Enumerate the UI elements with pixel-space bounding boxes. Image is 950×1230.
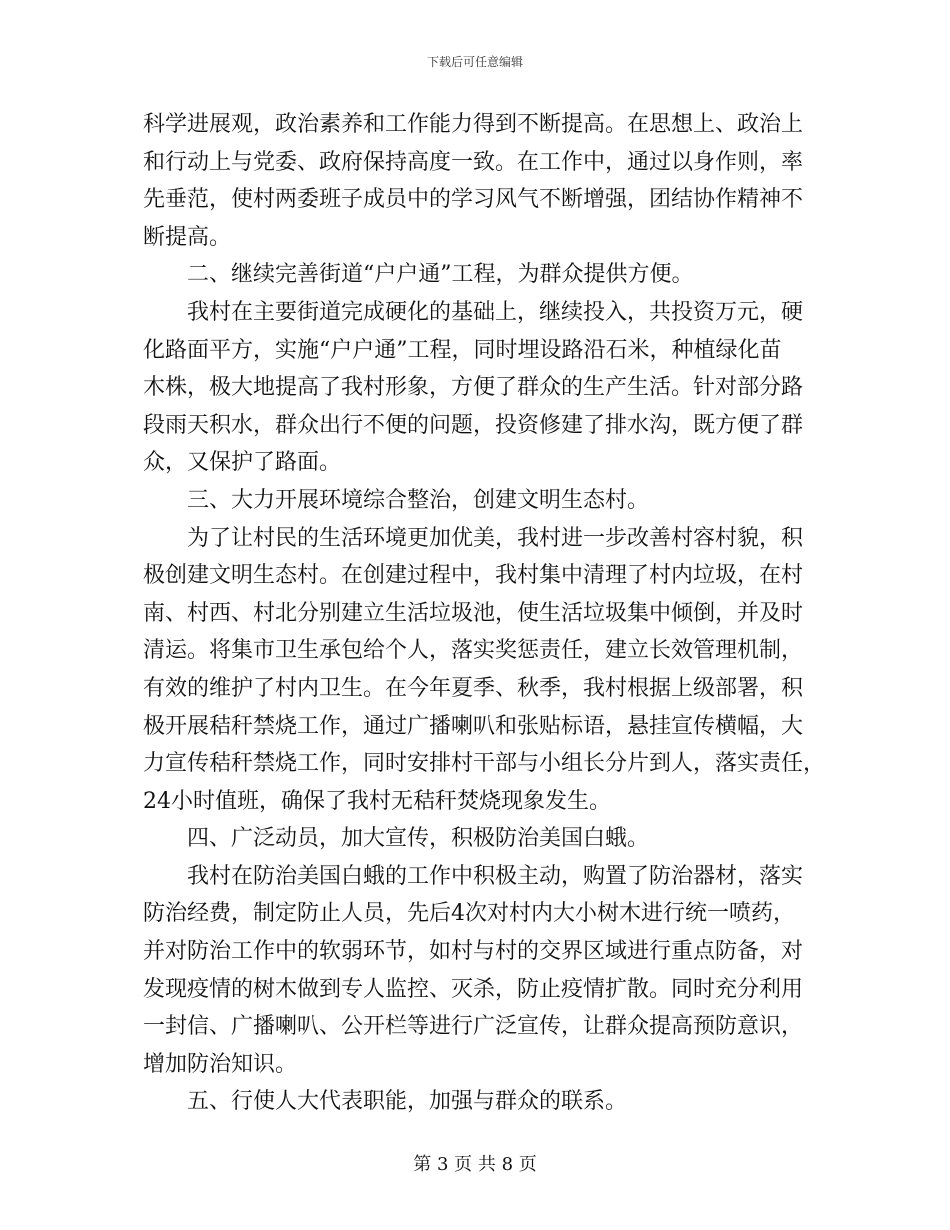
text-line: 清运。将集市卫生承包给个人，落实奖惩责任，建立长效管理机制， xyxy=(143,638,804,664)
text-line: 我村在防治美国白蛾的工作中积极主动，购置了防治器材，落实 xyxy=(187,863,804,889)
document-body xyxy=(143,106,843,1121)
text-line: 一封信、广播喇叭、公开栏等进行广泛宣传，让群众提高预防意识， xyxy=(143,1014,804,1040)
paragraph xyxy=(143,294,843,482)
text-line: 段雨天积水，群众出行不便的问题，投资修建了排水沟，既方便了群 xyxy=(143,412,804,438)
text-line: 极开展秸秆禁烧工作，通过广播喇叭和张贴标语，悬挂宣传横幅，大 xyxy=(143,713,804,739)
text-line: 有效的维护了村内卫生。在今年夏季、秋季，我村根据上级部署，积 xyxy=(143,675,804,701)
section-heading-4 xyxy=(143,820,843,858)
heading-line: 二、继续完善街道“户户通”工程，为群众提供方便。 xyxy=(187,262,694,288)
text-line: 和行动上与党委、政府保持高度一致。在工作中，通过以身作则，率 xyxy=(143,149,804,175)
page-header-note: 下载后可任意编辑 xyxy=(426,55,523,69)
heading-line: 五、行使人大代表职能，加强与群众的联系。 xyxy=(187,1089,628,1115)
text-line: 科学进展观，政治素养和工作能力得到不断提高。在思想上、政治上 xyxy=(143,112,804,137)
heading-line: 四、广泛动员，加大宣传，积极防治美国白蛾。 xyxy=(187,826,650,852)
text-line: 防治经费，制定防止人员，先后4次对村内大小树木进行统一喷药， xyxy=(143,901,795,927)
text-line: 我村在主要街道完成硬化的基础上，继续投入，共投资万元，硬 xyxy=(187,299,804,325)
text-line: 断提高。 xyxy=(143,224,232,250)
section-heading-2 xyxy=(143,256,843,294)
text-line: 化路面平方，实施“户户通”工程，同时埋设路沿石米，种植绿化苗 xyxy=(143,337,782,363)
text-line: 力宣传秸秆禁烧工作，同时安排村干部与小组长分片到人，落实责任， xyxy=(143,751,826,777)
text-line: 增加防治知识。 xyxy=(143,1051,298,1077)
section-heading-5 xyxy=(143,1083,843,1121)
paragraph-continued xyxy=(143,106,843,256)
text-line: 木株，极大地提高了我村形象，方便了群众的生产生活。针对部分路 xyxy=(143,375,804,401)
text-line: 发现疫情的树木做到专人监控、灭杀，防止疫情扩散。同时充分利用 xyxy=(143,976,804,1002)
section-heading-3 xyxy=(143,482,843,520)
text-line: 24小时值班，确保了我村无秸秆焚烧现象发生。 xyxy=(143,788,611,814)
paragraph xyxy=(143,858,843,1084)
text-line: 为了让村民的生活环境更加优美，我村进一步改善村容村貌，积 xyxy=(187,525,804,551)
page-number-footer: 第 3 页 共 8 页 xyxy=(413,1154,537,1175)
text-line: 并对防治工作中的软弱环节，如村与村的交界区域进行重点防备，对 xyxy=(143,939,804,965)
text-line: 先垂范，使村两委班子成员中的学习风气不断增强，团结协作精神不 xyxy=(143,187,804,213)
heading-line: 三、大力开展环境综合整治，创建文明生态村。 xyxy=(187,487,650,513)
text-line: 众，又保护了路面。 xyxy=(143,450,342,476)
text-line: 南、村西、村北分别建立生活垃圾池，使生活垃圾集中倾倒，并及时 xyxy=(143,600,804,626)
paragraph xyxy=(143,520,843,821)
text-line: 极创建文明生态村。在创建过程中，我村集中清理了村内垃圾，在村 xyxy=(143,563,804,589)
